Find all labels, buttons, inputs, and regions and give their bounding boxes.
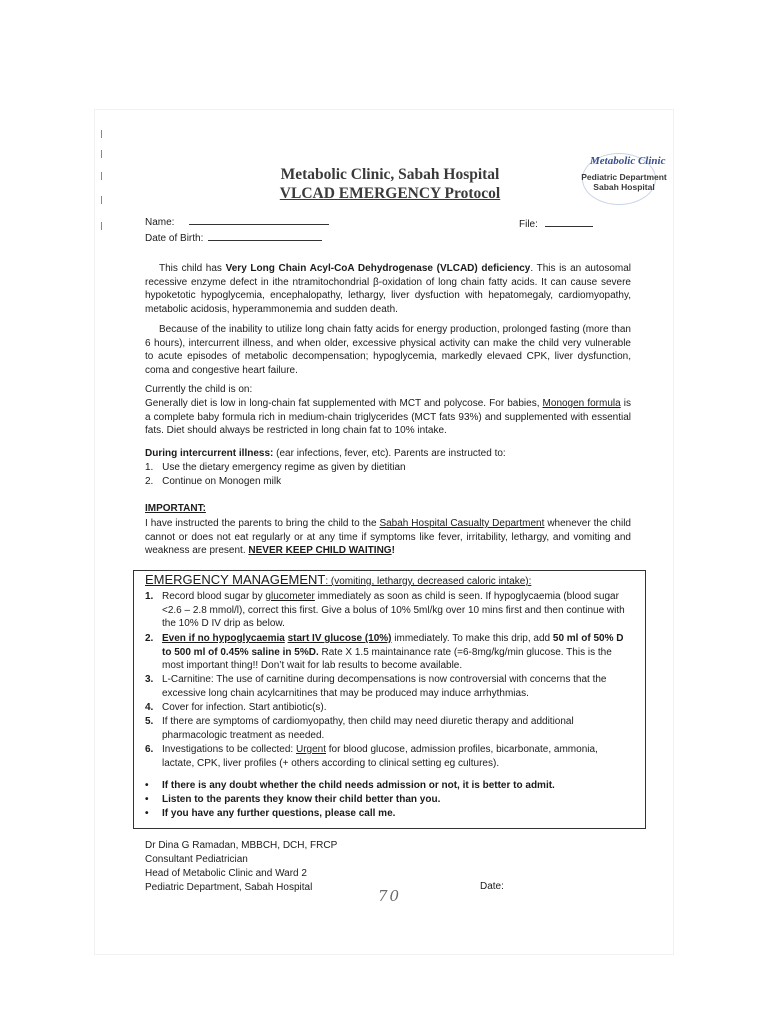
file-label: File: <box>519 219 538 230</box>
item-text-cont: immediately as soon as child is seen. If hypoglycaemia (blood sugar <2.6 – 2.8 mmol/l), correct this first. Give a bolus of 10% 5ml/kg over 10 mins first and then continue with the 10% D IV drip as below. <box>162 591 625 629</box>
diagnosis-name: Very Long Chain Acyl-CoA Dehydrogenase (VLCAD) deficiency <box>225 263 531 274</box>
diet-text: Generally diet is low in long-chain fat supplemented with MCT and polycose. For babies, <box>145 398 540 409</box>
name-field <box>145 214 329 229</box>
intercurrent-item <box>145 461 406 474</box>
intercurrent-illness <box>145 447 631 461</box>
emergency-heading: EMERGENCY MANAGEMENT <box>145 572 326 587</box>
item-number: 2. <box>145 476 154 487</box>
intercurrent-text: (ear infections, fever, etc). Parents are instructed to: <box>276 448 506 459</box>
intro-text-cont: . This is an autosomal recessive enzyme defect in ithe ntramitochondrial β-oxidation of long chain fatty acids. It can cause severe hypoketotic hypoglycemia, encephalopathy, lethargy, liver dysfuction with hepatomegaly, cardiomyopathy, metabolic acidosis, hyperammonemia and sudden death. <box>145 263 631 316</box>
bullet-dot: • <box>145 780 149 791</box>
bullet-item <box>145 807 395 820</box>
casualty-department: Sabah Hospital Casualty Department <box>379 518 545 529</box>
stamp-logo: Metabolic Clinic <box>590 155 666 167</box>
item-text: Cover for infection. Start antibiotic(s). <box>162 702 327 713</box>
item-text: L-Carnitine: The use of carnitine during decompensations is now controversial with concerns that the excessive long chain acylcarnitines that may be produced may induce arrhythmias. <box>162 674 607 699</box>
doctor-role: Head of Metabolic Clinic and Ward 2 <box>145 868 307 879</box>
document-title <box>250 165 530 203</box>
scan-mark <box>101 196 102 204</box>
diet-paragraph <box>145 397 631 438</box>
important-text-cont: whenever the child cannot or does not eat regularly or at any time if symptoms like fever, irritability, lethargy, and vomiting and weakness are present. <box>145 518 631 557</box>
dob-field <box>145 230 322 245</box>
intro-paragraph-1 <box>145 262 631 317</box>
title-line-2: VLCAD EMERGENCY Protocol <box>279 185 501 202</box>
scan-mark <box>101 150 102 158</box>
start-iv-glucose: start IV glucose (10%) <box>287 633 392 644</box>
item-text-cont: Rate X 1.5 maintainance rate (=6-8mg/kg/min glucose. This is the most important thing!! Don’t wait for lab results to become available. <box>162 646 612 671</box>
stamp-line-2: Sabah Hospital <box>593 182 655 192</box>
item-number: 1. <box>145 462 154 473</box>
handwritten-mark: 70 <box>378 887 402 905</box>
item-number: 2. <box>145 633 154 644</box>
doctor-name: Dr Dina G Ramadan, MBBCH, DCH, FRCP <box>145 840 338 851</box>
file-input-line <box>545 216 593 227</box>
item-text: immediately. To make this drip, add <box>394 633 551 644</box>
name-label: Name: <box>145 217 175 228</box>
date-label: Date: <box>480 881 504 892</box>
item-text: If there are symptoms of cardiomyopathy, then child may need diuretic therapy and additional pharmacologic treatment as needed. <box>162 716 574 741</box>
scan-mark <box>101 130 102 138</box>
scan-mark <box>101 222 102 230</box>
no-hypoglycaemia: Even if no hypoglycaemia <box>162 633 285 644</box>
scan-mark <box>101 172 102 180</box>
intercurrent-heading: During intercurrent illness: <box>145 448 274 459</box>
item-text: Record blood sugar by <box>162 591 263 602</box>
bullet-dot: • <box>145 794 149 805</box>
item-number: 4. <box>145 702 154 713</box>
bullet-dot: • <box>145 808 149 819</box>
glucometer-link: glucometer <box>265 591 315 602</box>
item-number: 5. <box>145 716 154 727</box>
current-diet-label: Currently the child is on: <box>145 384 253 395</box>
intercurrent-item <box>145 475 281 488</box>
item-text-cont: for blood glucose, admission profiles, bicarbonate, ammonia, lactate, CPK, liver profiles (+ others according to clinical setting eg cultures). <box>162 744 598 769</box>
item-number: 3. <box>145 674 154 685</box>
dob-input-line <box>208 230 322 241</box>
file-field <box>519 216 593 231</box>
dob-label: Date of Birth: <box>145 233 204 244</box>
item-number: 6. <box>145 744 154 755</box>
urgent-label: Urgent <box>295 744 326 755</box>
monogen-formula-link: Monogen formula <box>542 398 621 409</box>
intro-text: This child has <box>159 263 222 274</box>
signature-block <box>145 839 337 895</box>
diet-text-cont: is a complete baby formula rich in medium-chain triglycerides (MCT fats 93%) and supplemented with essential fats. Diet should always be restricted in long chain fat to 10% intake. <box>145 398 631 437</box>
important-heading: IMPORTANT: <box>145 503 206 514</box>
title-line-1: Metabolic Clinic, Sabah Hospital <box>280 166 500 183</box>
doctor-title: Consultant Pediatrician <box>145 854 248 865</box>
bullet-item <box>145 779 555 792</box>
item-text: Investigations to be collected: <box>162 744 294 755</box>
drip-recipe: 50 ml of 50% D to 500 ml of 0.45% saline in 5%D. <box>162 633 624 658</box>
stamp-line-1: Pediatric Department <box>581 172 667 182</box>
bullet-text: If you have any further questions, please call me. <box>162 808 396 819</box>
item-number: 1. <box>145 591 154 602</box>
bullet-item <box>145 793 440 806</box>
emergency-title <box>145 572 531 590</box>
never-keep-waiting: NEVER KEEP CHILD WAITING <box>248 545 392 557</box>
item-text: Continue on Monogen milk <box>162 476 282 487</box>
bullet-text: If there is any doubt whether the child needs admission or not, it is better to admit. <box>162 780 555 791</box>
intro-paragraph-2: Because of the inability to utilize long chain fatty acids for energy production, prolonged fasting (more than 6 hours), intercurrent illness, and when older, excessive physical activity can make the child very vulnerable to acute episodes of metabolic decompensation; hypoglycemia, markedly elevaed CPK, liver dysfunction, coma and congestive heart failure. <box>145 324 631 377</box>
doctor-department: Pediatric Department, Sabah Hospital <box>145 882 313 893</box>
exclamation: ! <box>391 545 395 557</box>
emergency-subtitle: : (vomiting, lethargy, decreased caloric intake): <box>325 576 532 587</box>
important-paragraph <box>145 517 631 558</box>
clinic-stamp <box>572 153 676 205</box>
bullet-text: Listen to the parents they know their child better than you. <box>162 794 441 805</box>
item-text: Use the dietary emergency regime as given by dietitian <box>162 462 406 473</box>
name-input-line <box>189 214 329 225</box>
important-text: I have instructed the parents to bring the child to the <box>145 518 377 529</box>
